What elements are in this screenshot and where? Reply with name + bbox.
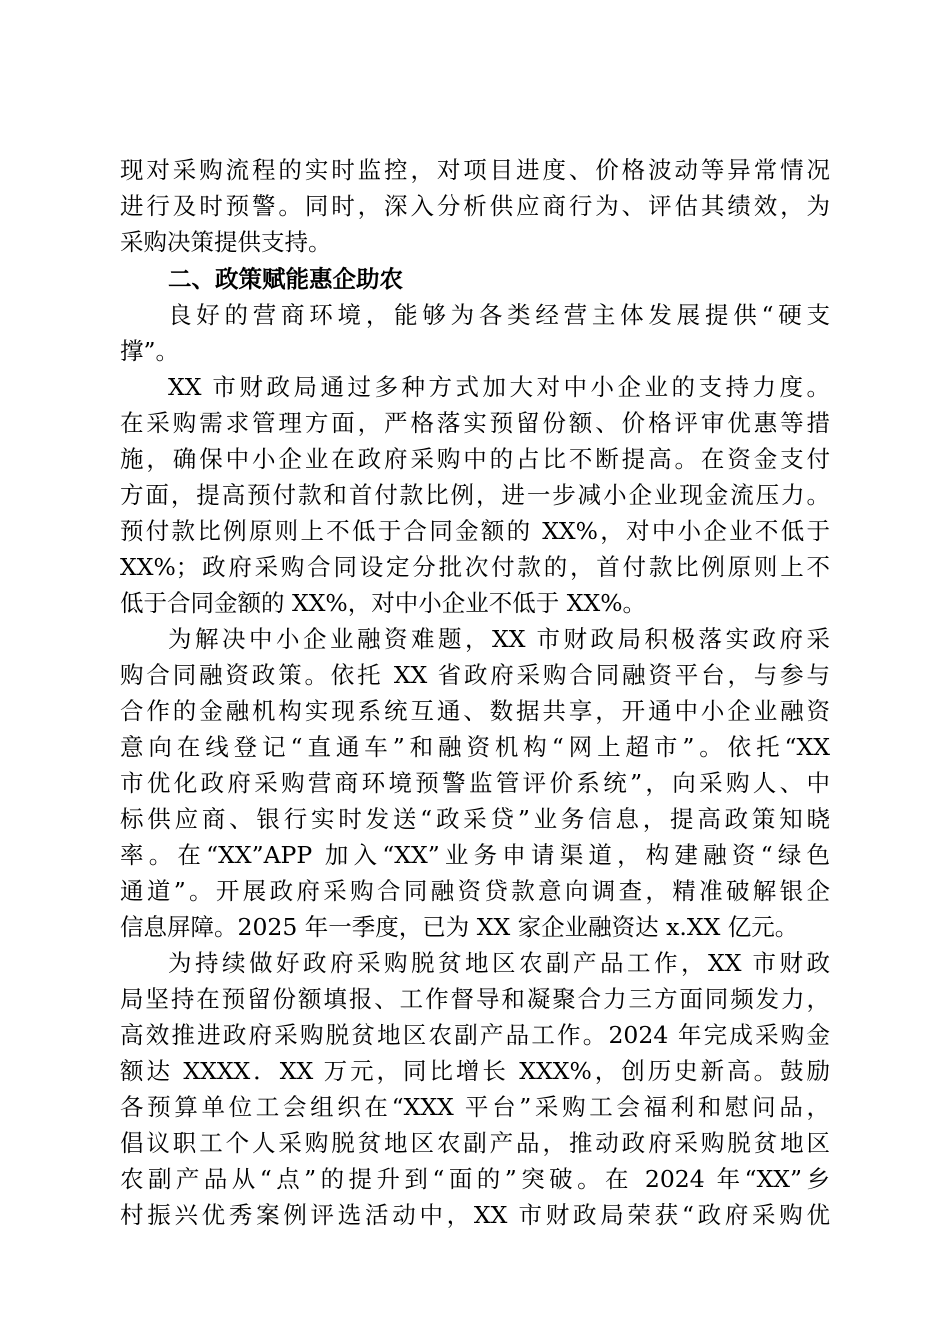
text-line-27: 各预算单位工会组织在“XXX 平台”采购工会福利和慰问品，: [120, 1093, 830, 1121]
text-line-20: 率。在“XX”APP 加入“XX”业务申请渠道，构建融资“绿色: [120, 841, 830, 869]
section-heading: 二、政策赋能惠企助农: [168, 265, 403, 293]
text-line-23: 为持续做好政府采购脱贫地区农副产品工作，XX 市财政: [168, 949, 830, 977]
text-line-5: 良好的营商环境，能够为各类经营主体发展提供“硬支: [168, 301, 830, 329]
text-line-26: 额达 XXXX．XX 万元，同比增长 XXX%，创历史新高。鼓励: [120, 1057, 830, 1085]
text-line-28: 倡议职工个人采购脱贫地区农副产品，推动政府采购脱贫地区: [120, 1129, 830, 1157]
text-line-24: 局坚持在预留份额填报、工作督导和凝聚合力三方面同频发力，: [120, 985, 830, 1013]
text-line-1: 现对采购流程的实时监控，对项目进度、价格波动等异常情况: [120, 156, 830, 184]
text-line-12: XX%；政府采购合同设定分批次付款的，首付款比例原则上不: [120, 553, 830, 581]
text-line-6: 撑”。: [120, 337, 180, 365]
text-line-30: 村振兴优秀案例评选活动中，XX 市财政局荣获“政府采购优: [120, 1201, 830, 1229]
text-line-11: 预付款比例原则上不低于合同金额的 XX%，对中小企业不低于: [120, 517, 830, 545]
text-line-9: 施，确保中小企业在政府采购中的占比不断提高。在资金支付: [120, 445, 830, 473]
text-line-3: 采购决策提供支持。: [120, 228, 332, 256]
text-line-7: XX 市财政局通过多种方式加大对中小企业的支持力度。: [168, 373, 830, 401]
text-line-29: 农副产品从“点”的提升到“面的”突破。在 2024 年“XX”乡: [120, 1165, 830, 1193]
text-line-2: 进行及时预警。同时，深入分析供应商行为、评估其绩效，为: [120, 192, 830, 220]
text-line-18: 市优化政府采购营商环境预警监管评价系统”，向采购人、中: [120, 769, 830, 797]
text-line-14: 为解决中小企业融资难题，XX 市财政局积极落实政府采: [168, 625, 830, 653]
text-line-13: 低于合同金额的 XX%，对中小企业不低于 XX%。: [120, 589, 647, 617]
text-line-17: 意向在线登记“直通车”和融资机构“网上超市”。依托“XX: [120, 733, 830, 761]
text-line-16: 合作的金融机构实现系统互通、数据共享，开通中小企业融资: [120, 697, 830, 725]
text-line-15: 购合同融资政策。依托 XX 省政府采购合同融资平台，与参与: [120, 661, 830, 689]
text-line-22: 信息屏障。2025 年一季度，已为 XX 家企业融资达 x.XX 亿元。: [120, 913, 799, 941]
text-line-10: 方面，提高预付款和首付款比例，进一步减小企业现金流压力。: [120, 481, 830, 509]
text-line-25: 高效推进政府采购脱贫地区农副产品工作。2024 年完成采购金: [120, 1021, 830, 1049]
text-line-19: 标供应商、银行实时发送“政采贷”业务信息，提高政策知晓: [120, 805, 830, 833]
text-line-8: 在采购需求管理方面，严格落实预留份额、价格评审优惠等措: [120, 409, 830, 437]
text-line-21: 通道”。开展政府采购合同融资贷款意向调查，精准破解银企: [120, 877, 830, 905]
